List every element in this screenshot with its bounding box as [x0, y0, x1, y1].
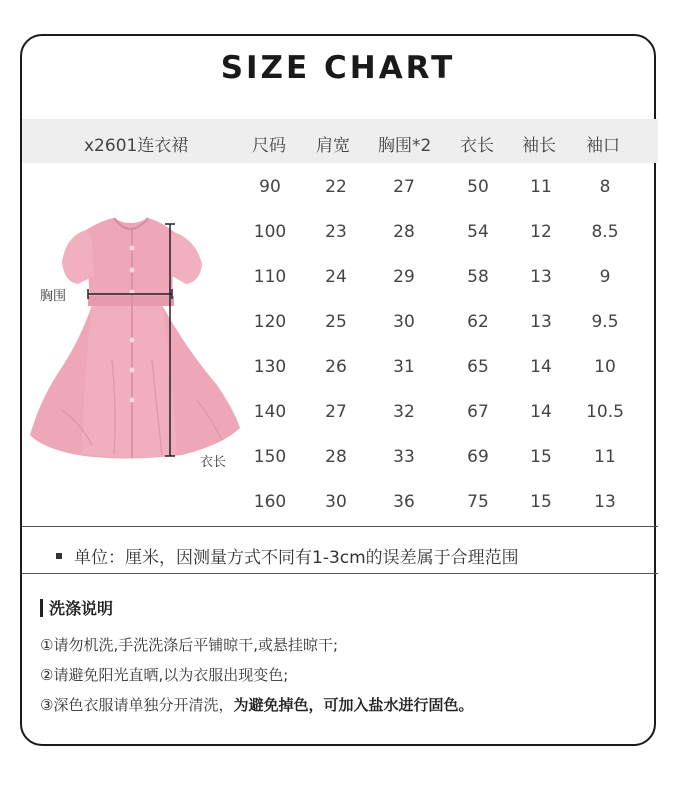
- table-cell: 29: [393, 267, 415, 287]
- table-cell: 13: [530, 312, 552, 332]
- wash-item-text: ②请避免阳光直晒,以为衣服出现变色;: [40, 666, 289, 684]
- divider-top: [22, 526, 658, 527]
- table-cell: 67: [467, 402, 489, 422]
- table-cell: 65: [467, 357, 489, 377]
- table-cell: 27: [325, 402, 347, 422]
- wash-item-text: ③深色衣服请单独分开清洗，: [40, 696, 234, 714]
- table-cell: 62: [467, 312, 489, 332]
- table-cell: 15: [530, 492, 552, 512]
- table-cell: 8.5: [591, 222, 619, 242]
- table-cell: 8: [599, 177, 611, 197]
- table-cell: 36: [393, 492, 415, 512]
- dress-illustration: [22, 210, 247, 465]
- table-cell: 31: [393, 357, 415, 377]
- wash-heading: [40, 596, 113, 619]
- wash-item: [40, 634, 338, 655]
- col-header-sleeve: 袖长: [522, 136, 556, 156]
- table-cell: 140: [253, 402, 287, 422]
- table-cell: 50: [467, 177, 489, 197]
- table-cell: 30: [325, 492, 347, 512]
- table-cell: 13: [594, 492, 616, 512]
- table-cell: 33: [393, 447, 415, 467]
- table-cell: 14: [530, 402, 552, 422]
- table-cell: 14: [530, 357, 552, 377]
- page-title: SIZE CHART: [220, 50, 456, 86]
- table-cell: 22: [325, 177, 347, 197]
- product-name: x2601连衣裙: [84, 136, 189, 156]
- divider-bottom: [22, 573, 658, 574]
- table-cell: 69: [467, 447, 489, 467]
- wash-item-text: ①请勿机洗,手洗洗涤后平铺晾干,或悬挂晾干;: [40, 636, 339, 654]
- col-header-cuff: 袖口: [586, 136, 620, 156]
- table-cell: 12: [530, 222, 552, 242]
- table-cell: 10: [594, 357, 616, 377]
- table-cell: 9.5: [591, 312, 619, 332]
- table-cell: 13: [530, 267, 552, 287]
- table-cell: 150: [253, 447, 287, 467]
- heading-bar-icon: [40, 599, 43, 617]
- col-header-size: 尺码: [252, 136, 286, 156]
- wash-item: [40, 664, 288, 685]
- table-cell: 27: [393, 177, 415, 197]
- table-cell: 10.5: [586, 402, 624, 422]
- wash-heading-text: 洗涤说明: [49, 599, 114, 618]
- unit-note: [56, 543, 519, 568]
- length-label: 衣长: [200, 455, 227, 470]
- table-cell: 75: [467, 492, 489, 512]
- left-sleeve-icon: [62, 230, 94, 284]
- table-cell: 28: [393, 222, 415, 242]
- table-cell: 11: [594, 447, 616, 467]
- col-header-shoulder: 肩宽: [316, 136, 350, 156]
- table-cell: 32: [393, 402, 415, 422]
- table-cell: 28: [325, 447, 347, 467]
- table-cell: 130: [253, 357, 287, 377]
- bullet-icon: [56, 553, 62, 559]
- col-header-chest: 胸围*2: [378, 136, 432, 156]
- table-cell: 160: [253, 492, 287, 512]
- table-cell: 25: [325, 312, 347, 332]
- table-cell: 58: [467, 267, 489, 287]
- unit-note-text: 单位：厘米，因测量方式不同有1-3cm的误差属于合理范围: [74, 548, 519, 568]
- table-cell: 54: [467, 222, 489, 242]
- table-cell: 30: [393, 312, 415, 332]
- col-header-length: 衣长: [460, 136, 494, 156]
- table-cell: 110: [253, 267, 287, 287]
- chest-label: 胸围: [40, 289, 67, 304]
- table-cell: 24: [325, 267, 347, 287]
- table-cell: 120: [253, 312, 287, 332]
- wash-item-bold-text: 为避免掉色，可加入盐水进行固色。: [233, 696, 474, 714]
- table-cell: 100: [253, 222, 287, 242]
- table-cell: 9: [599, 267, 611, 287]
- table-cell: 15: [530, 447, 552, 467]
- table-cell: 23: [325, 222, 347, 242]
- table-cell: 90: [259, 177, 281, 197]
- table-cell: 11: [530, 177, 552, 197]
- wash-item: [40, 694, 473, 715]
- right-sleeve-icon: [170, 232, 202, 284]
- table-cell: 26: [325, 357, 347, 377]
